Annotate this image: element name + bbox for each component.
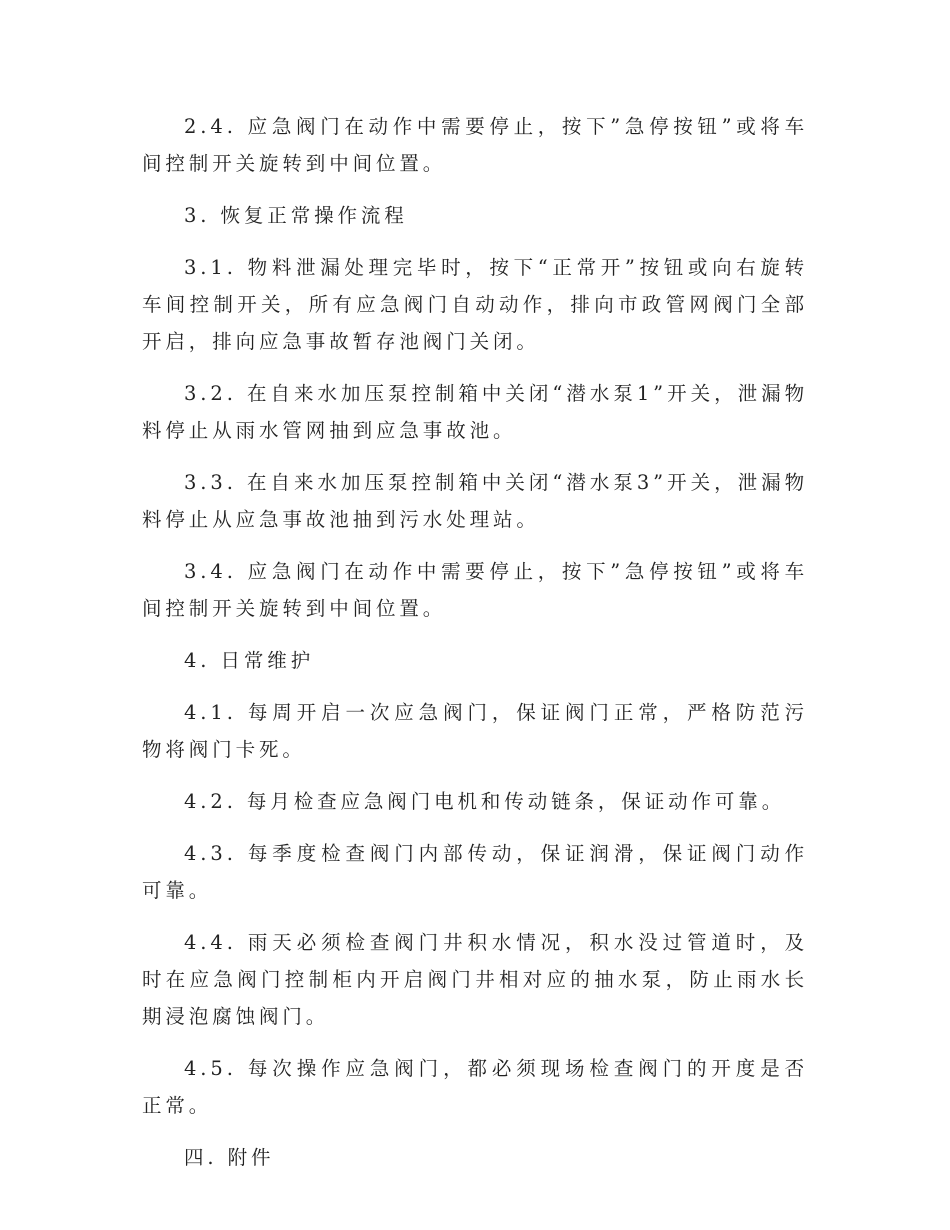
paragraph-3-2: 3.2. 在自来水加压泵控制箱中关闭“潜水泵1”开关，泄漏物料停止从雨水管网抽到应急事故池。 <box>142 382 808 442</box>
paragraph-4-1: 4.1. 每周开启一次应急阀门，保证阀门正常，严格防范污物将阀门卡死。 <box>142 701 808 761</box>
document-body <box>142 108 808 1176</box>
paragraph-4-5: 4.5. 每次操作应急阀门，都必须现场检查阀门的开度是否正常。 <box>142 1057 808 1117</box>
heading-appendix: 四. 附件 <box>184 1146 275 1169</box>
paragraph-4-2: 4.2. 每月检查应急阀门电机和传动链条，保证动作可靠。 <box>184 790 786 813</box>
paragraph-4-4: 4.4. 雨天必须检查阀门井积水情况，积水没过管道时，及时在应急阀门控制柜内开启阀门井相对应的抽水泵，防止雨水长期浸泡腐蚀阀门。 <box>142 931 808 1028</box>
heading-3-restore-normal-operation: 3. 恢复正常操作流程 <box>184 204 408 227</box>
heading-4-daily-maintenance: 4. 日常维护 <box>184 649 315 672</box>
paragraph-3-3: 3.3. 在自来水加压泵控制箱中关闭“潜水泵3”开关，泄漏物料停止从应急事故池抽到污水处理站。 <box>142 471 808 531</box>
paragraph-2-4: 2.4. 应急阀门在动作中需要停止，按下”急停按钮”或将车间控制开关旋转到中间位置。 <box>142 115 808 175</box>
paragraph-3-1: 3.1. 物料泄漏处理完毕时，按下“正常开”按钮或向右旋转车间控制开关，所有应急阀门自动动作，排向市政管网阀门全部开启，排向应急事故暂存池阀门关闭。 <box>142 256 808 353</box>
paragraph-3-4: 3.4. 应急阀门在动作中需要停止，按下”急停按钮”或将车间控制开关旋转到中间位置。 <box>142 560 808 620</box>
paragraph-4-3: 4.3. 每季度检查阀门内部传动，保证润滑，保证阀门动作可靠。 <box>142 842 808 902</box>
